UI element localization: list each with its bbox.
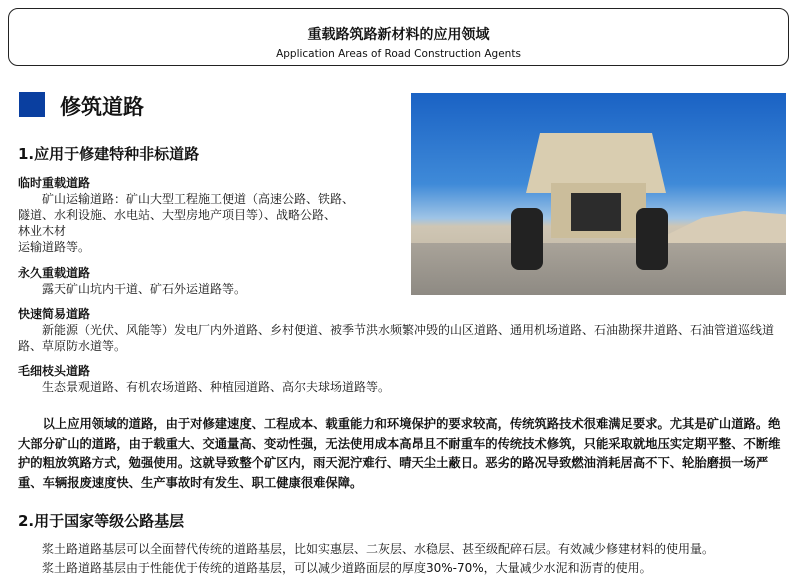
text-line: 浆土路道路基层由于性能优于传统的道路基层，可以减少道路面层的厚度30%-70%，大量减少水泥和沥青的使用。: [42, 561, 652, 575]
item-line: 矿山运输道路：矿山大型工程施工便道（高速公路、铁路、: [42, 192, 355, 206]
item-title: 永久重载道路: [18, 266, 91, 280]
heading-2: 2.用于国家等级公路基层: [18, 512, 185, 530]
item-capillary: [18, 363, 788, 395]
item-line: 林业木材: [18, 224, 67, 238]
item-text: 生态景观道路、有机农场道路、种植园道路、高尔夫球场道路等。: [42, 380, 391, 394]
base-layer-text: [18, 540, 788, 578]
header-box: [8, 8, 789, 66]
item-text: 露天矿山坑内干道、矿石外运道路等。: [42, 282, 247, 296]
section-marker-icon: [19, 92, 45, 117]
item-title: 毛细枝头道路: [18, 364, 91, 378]
section-title: 修筑道路: [60, 95, 144, 119]
item-temporary: [18, 175, 398, 255]
header-title: 重载路筑路新材料的应用领域: [307, 27, 490, 43]
truck-grill: [571, 193, 621, 231]
wheel: [636, 208, 668, 270]
item-line: 运输道路等。: [18, 240, 91, 254]
text-line: 浆土路道路基层可以全面替代传统的道路基层，比如实惠层、二灰层、水稳层、甚至级配碎石层。有效减少修建材料的使用量。: [42, 542, 715, 556]
item-text: 新能源（光伏、风能等）发电厂内外道路、乡村便道、被季节洪水频繁冲毁的山区道路、通用机场道路、石油勘探井道路、石油管道巡线道路、草原防水道等。: [18, 323, 775, 353]
item-permanent: [18, 265, 398, 297]
item-line: 隧道、水利设施、水电站、大型房地产项目等）、战略公路、: [18, 208, 337, 222]
header-subtitle: Application Areas of Road Construction Agents: [276, 48, 521, 60]
wheel: [511, 208, 543, 270]
item-title: 临时重载道路: [18, 176, 91, 190]
item-quick: [18, 306, 788, 354]
truck: [496, 123, 676, 273]
item-title: 快速简易道路: [18, 307, 91, 321]
mining-truck-photo: [411, 93, 786, 295]
heading-1: 1.应用于修建特种非标道路: [18, 145, 200, 163]
summary-paragraph: 以上应用领域的道路，由于对修建速度、工程成本、载重能力和环境保护的要求较高，传统筑路技术很难满足要求。尤其是矿山道路。绝大部分矿山的道路，由于载重大、交通量高、变动性强，无法使用成本高昂且不耐重车的传统技术修筑，只能采取就地压实定期平整、不断维护的粗放筑路方式，勉强使用。这就导致整个矿区内，雨天泥泞难行、晴天尘土蔽日。恶劣的路况导致燃油消耗居高不下、轮胎磨损一场严重、车辆报废速度快、生产事故时有发生、职工健康很难保障。: [18, 417, 781, 490]
